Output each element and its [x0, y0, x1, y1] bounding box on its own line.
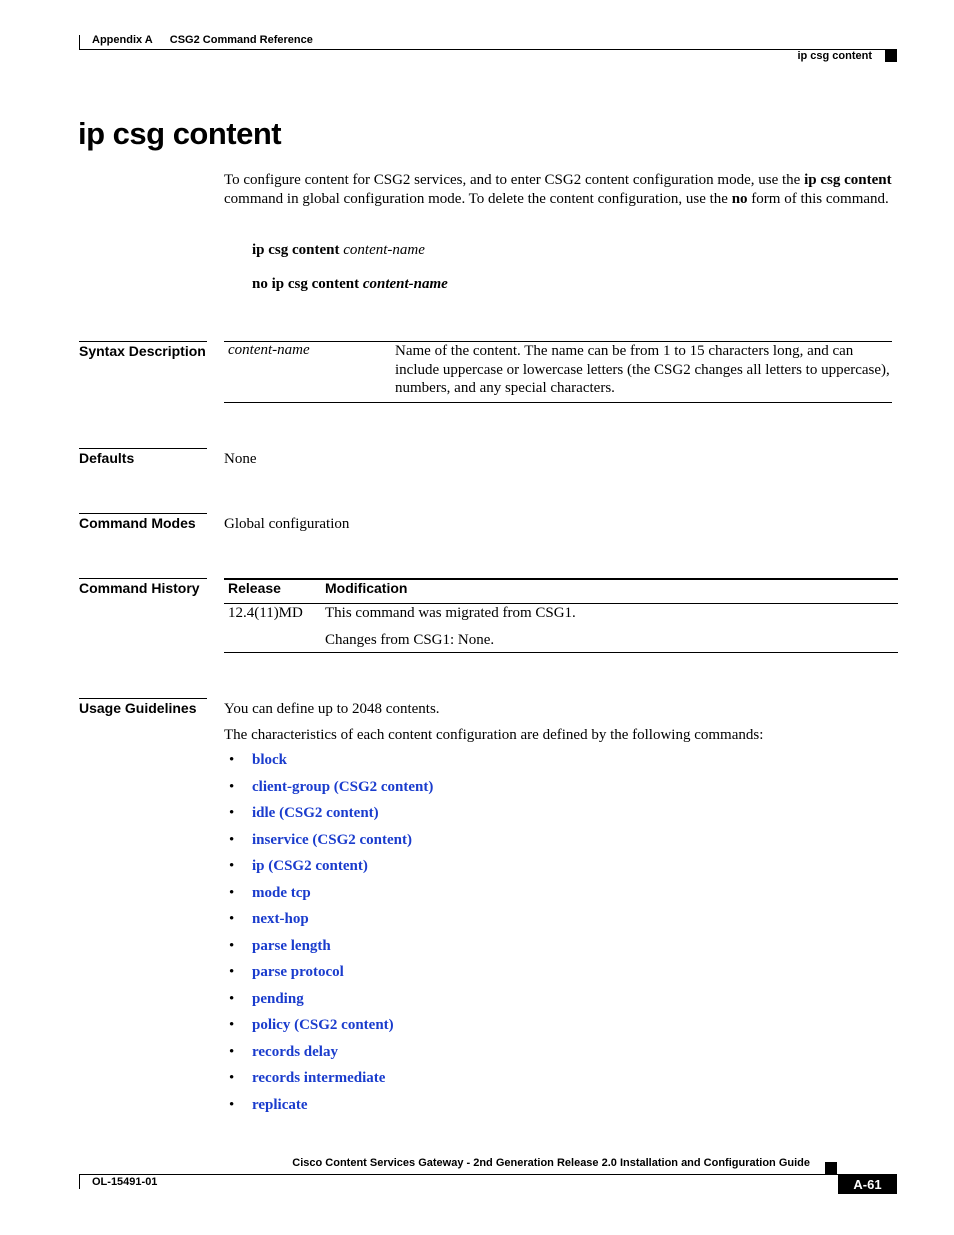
command-link-item [229, 830, 433, 857]
syntax-no-argument: content-name [362, 276, 448, 292]
command-link-item [229, 1015, 433, 1042]
syntax-command: ip csg content [252, 242, 340, 258]
footer-marker-block [825, 1162, 837, 1174]
command-link[interactable]: client-group (CSG2 content) [252, 778, 434, 795]
header-rule [79, 49, 897, 50]
command-link[interactable]: next-hop [252, 911, 309, 927]
command-link[interactable]: records delay [252, 1043, 338, 1060]
syntax-table-bottom-rule [224, 402, 892, 403]
bullet-icon: • [229, 752, 235, 768]
bullet-icon: • [229, 911, 235, 927]
section-usage-guidelines: Usage Guidelines [79, 700, 197, 716]
bullet-icon: • [229, 990, 235, 1007]
command-link[interactable]: inservice (CSG2 content) [252, 831, 412, 848]
syntax-table-param: content-name [228, 342, 310, 358]
bullet-icon: • [229, 964, 235, 980]
section-rule [79, 698, 207, 699]
header-breadcrumb [92, 34, 327, 46]
footer-guide-title: Cisco Content Services Gateway - 2nd Generation Release 2.0 Installation and Configuration Guide [292, 1157, 810, 1169]
history-table-bottom-rule [224, 652, 898, 653]
command-link[interactable]: mode tcp [252, 884, 311, 901]
command-modes-text: Global configuration [224, 516, 350, 532]
section-command-modes: Command Modes [79, 515, 196, 531]
section-rule [79, 448, 207, 449]
history-release: 12.4(11)MD [228, 605, 303, 621]
header-appendix: Appendix A [92, 34, 153, 46]
bullet-icon: • [229, 858, 235, 874]
syntax-table-description: Name of the content. The name can be from 1 to 15 characters long, and can include uppercase or lowercase letters (the CSG2 changes all letters to uppercase), numbers, and any special characters. [395, 343, 890, 396]
command-link-item [229, 962, 433, 989]
intro-no-keyword: no [731, 190, 748, 207]
command-link[interactable]: pending [252, 990, 304, 1007]
section-syntax-description: Syntax Description [79, 343, 206, 359]
syntax-line-1 [252, 242, 425, 259]
page-title: ip csg content [78, 116, 282, 151]
bullet-icon: • [229, 937, 235, 954]
intro-paragraph [224, 171, 896, 208]
history-modification-1: This command was migrated from CSG1. [325, 605, 576, 621]
bullet-icon: • [229, 1017, 235, 1033]
section-rule [79, 513, 207, 514]
command-link-item [229, 856, 433, 883]
intro-command: ip csg content [804, 172, 892, 188]
command-link[interactable]: block [252, 752, 288, 768]
history-header-release: Release [228, 580, 281, 596]
command-link[interactable]: parse length [252, 937, 331, 954]
command-link-item [229, 909, 433, 936]
bullet-icon: • [229, 1070, 235, 1086]
command-link[interactable]: policy (CSG2 content) [252, 1017, 394, 1033]
intro-text-3: form of this command. [747, 190, 889, 207]
usage-paragraph-1: You can define up to 2048 contents. [224, 701, 440, 717]
command-link-item [229, 803, 433, 830]
command-link-item [229, 989, 433, 1016]
syntax-argument: content-name [343, 242, 425, 258]
command-link-item [229, 1068, 433, 1095]
command-link[interactable]: ip (CSG2 content) [252, 858, 368, 874]
section-rule [79, 341, 207, 342]
header-chapter: CSG2 Command Reference [169, 34, 313, 46]
command-link-item [229, 1095, 433, 1122]
header-running-title: ip csg content [797, 50, 872, 62]
bullet-icon: • [229, 884, 235, 901]
history-header-modification: Modification [325, 580, 408, 596]
command-link-item [229, 750, 433, 777]
command-link-item [229, 936, 433, 963]
syntax-no-command: no ip csg content [252, 276, 360, 292]
command-link[interactable]: records intermediate [252, 1070, 386, 1086]
bullet-icon: • [229, 778, 235, 795]
defaults-text: None [224, 451, 257, 467]
intro-text-2: command in global configuration mode. To delete the content configuration, use the [224, 190, 732, 207]
intro-text-1: To configure content for CSG2 services, and to enter CSG2 content configuration mode, use the [224, 172, 805, 188]
command-link[interactable]: parse protocol [252, 964, 344, 980]
history-modification-2: Changes from CSG1: None. [325, 632, 495, 648]
bullet-icon: • [229, 831, 235, 848]
usage-paragraph-2: The characteristics of each content configuration are defined by the following commands: [224, 727, 764, 743]
section-defaults: Defaults [79, 450, 135, 466]
header-left-rule [79, 35, 80, 50]
syntax-line-2 [252, 276, 448, 293]
command-link-list [229, 750, 433, 1121]
command-link[interactable]: replicate [252, 1096, 308, 1113]
command-link-item [229, 883, 433, 910]
bullet-icon: • [229, 1096, 235, 1113]
bullet-icon: • [229, 805, 235, 821]
command-link-item [229, 777, 433, 804]
bullet-icon: • [229, 1043, 235, 1060]
footer-rule [79, 1174, 897, 1175]
footer-left-rule [79, 1174, 80, 1189]
footer-doc-number: OL-15491-01 [92, 1176, 158, 1188]
header-marker-block [885, 50, 897, 62]
section-rule [79, 578, 207, 579]
command-link[interactable]: idle (CSG2 content) [252, 805, 379, 821]
command-link-item [229, 1042, 433, 1069]
page-number: A-61 [838, 1175, 897, 1194]
section-command-history: Command History [79, 580, 200, 596]
